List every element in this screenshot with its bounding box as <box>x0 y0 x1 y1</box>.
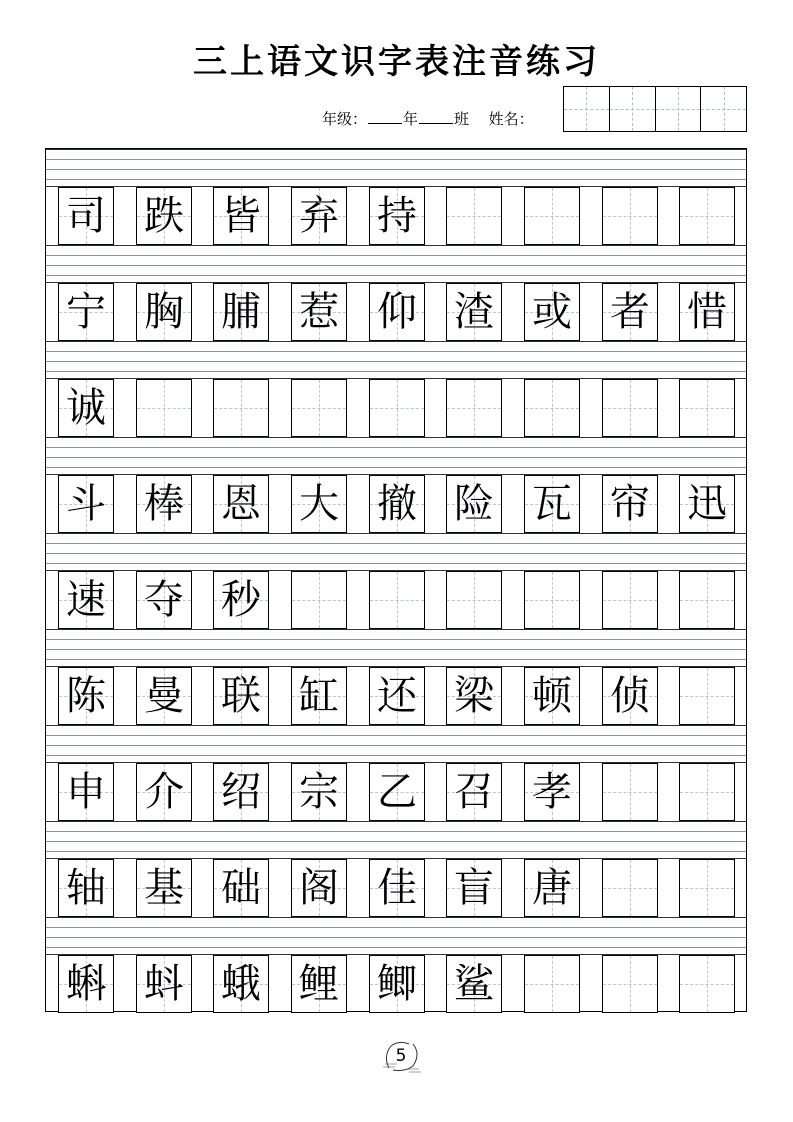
character-cell[interactable] <box>213 955 269 1013</box>
character <box>680 860 734 916</box>
character <box>214 380 268 436</box>
pinyin-line <box>46 467 746 468</box>
character: 棒 <box>144 481 184 527</box>
character-cell[interactable] <box>602 955 658 1013</box>
practice-row <box>46 437 746 533</box>
character: 宁 <box>66 289 106 335</box>
character: 秒 <box>221 577 261 623</box>
character-cell[interactable] <box>136 859 192 917</box>
character-cell[interactable] <box>446 763 502 821</box>
character-cell[interactable] <box>291 379 347 437</box>
character-cell[interactable] <box>369 187 425 245</box>
name-cell[interactable] <box>701 87 746 131</box>
character-cell[interactable] <box>291 283 347 341</box>
character: 惹 <box>299 289 339 335</box>
character-cell[interactable] <box>58 379 114 437</box>
pinyin-line <box>46 937 746 938</box>
character: 顿 <box>532 673 572 719</box>
character: 弃 <box>299 193 339 239</box>
pinyin-lines[interactable] <box>46 533 746 571</box>
character-cell[interactable] <box>602 283 658 341</box>
pinyin-lines[interactable] <box>46 629 746 667</box>
character-cells <box>46 187 746 245</box>
character-cell[interactable] <box>369 475 425 533</box>
character-cell[interactable] <box>524 955 580 1013</box>
character <box>603 572 657 628</box>
character: 轴 <box>66 865 106 911</box>
character-cell[interactable] <box>291 859 347 917</box>
character: 唐 <box>532 865 572 911</box>
character-cell[interactable] <box>58 283 114 341</box>
character-cell[interactable] <box>679 763 735 821</box>
pinyin-lines[interactable] <box>46 341 746 379</box>
character-cells <box>46 955 746 1013</box>
character: 鲨 <box>454 961 494 1007</box>
character: 鲤 <box>299 961 339 1007</box>
character-cell[interactable] <box>602 571 658 629</box>
character-cell[interactable] <box>369 571 425 629</box>
character-cell[interactable] <box>58 763 114 821</box>
pinyin-line <box>46 351 746 352</box>
pinyin-lines[interactable] <box>46 437 746 475</box>
character-cells <box>46 763 746 821</box>
pinyin-line <box>46 265 746 266</box>
character: 仰 <box>377 289 417 335</box>
character-cell[interactable] <box>213 475 269 533</box>
character: 夺 <box>144 577 184 623</box>
character: 蛾 <box>221 961 261 1007</box>
pinyin-line <box>46 649 746 650</box>
character-cell[interactable] <box>136 667 192 725</box>
practice-row <box>46 245 746 341</box>
character: 介 <box>144 769 184 815</box>
character <box>603 188 657 244</box>
character-cells <box>46 283 746 341</box>
pinyin-lines[interactable] <box>46 917 746 955</box>
character: 蝌 <box>66 961 106 1007</box>
practice-row <box>46 629 746 725</box>
practice-row <box>46 917 746 1013</box>
name-cell[interactable] <box>656 87 702 131</box>
pinyin-line <box>46 755 746 756</box>
character: 基 <box>144 865 184 911</box>
character-cell[interactable] <box>58 187 114 245</box>
character <box>525 188 579 244</box>
character-cell[interactable] <box>369 379 425 437</box>
name-writing-box[interactable] <box>563 86 747 132</box>
character-cells <box>46 859 746 917</box>
character-cell[interactable] <box>602 379 658 437</box>
character: 撤 <box>377 481 417 527</box>
character-cell[interactable] <box>679 379 735 437</box>
pinyin-line <box>46 341 746 342</box>
character-cell[interactable] <box>58 667 114 725</box>
student-info <box>322 108 534 129</box>
pinyin-line <box>46 639 746 640</box>
character-cell[interactable] <box>679 283 735 341</box>
character: 陈 <box>66 673 106 719</box>
character-cell[interactable] <box>524 859 580 917</box>
character <box>680 380 734 436</box>
character-cell[interactable] <box>136 475 192 533</box>
character-cell[interactable] <box>213 379 269 437</box>
pinyin-line <box>46 947 746 948</box>
pinyin-line <box>46 659 746 660</box>
character-cell[interactable] <box>136 955 192 1013</box>
character: 帘 <box>610 481 650 527</box>
practice-row <box>46 725 746 821</box>
character: 司 <box>66 193 106 239</box>
character-cell[interactable] <box>446 379 502 437</box>
pinyin-line <box>46 553 746 554</box>
character-cell[interactable] <box>602 763 658 821</box>
character: 惜 <box>687 289 727 335</box>
character <box>680 668 734 724</box>
character-cell[interactable] <box>213 667 269 725</box>
character <box>447 188 501 244</box>
character: 联 <box>221 673 261 719</box>
character <box>525 956 579 1012</box>
character: 持 <box>377 193 417 239</box>
character-cell[interactable] <box>524 667 580 725</box>
character-cell[interactable] <box>291 475 347 533</box>
practice-row <box>46 341 746 437</box>
character <box>603 956 657 1012</box>
character-cell[interactable] <box>524 571 580 629</box>
character-cell[interactable] <box>679 187 735 245</box>
character-cell[interactable] <box>369 955 425 1013</box>
pinyin-lines[interactable] <box>46 245 746 283</box>
character: 或 <box>532 289 572 335</box>
character <box>603 764 657 820</box>
character-cells <box>46 667 746 725</box>
character <box>680 188 734 244</box>
pinyin-lines[interactable] <box>46 725 746 763</box>
character: 绍 <box>221 769 261 815</box>
character: 诚 <box>66 385 106 431</box>
pinyin-line <box>46 275 746 276</box>
character: 渣 <box>454 289 494 335</box>
character-cell[interactable] <box>524 187 580 245</box>
pinyin-lines[interactable] <box>46 149 746 187</box>
class-label: 班 <box>454 110 470 128</box>
character-cell[interactable] <box>291 571 347 629</box>
pinyin-line <box>46 447 746 448</box>
pinyin-line <box>46 179 746 180</box>
character: 佳 <box>377 865 417 911</box>
grade-blank[interactable] <box>368 111 402 124</box>
class-blank[interactable] <box>419 111 453 124</box>
pinyin-line <box>46 725 746 726</box>
character-cell[interactable] <box>679 475 735 533</box>
character-cell[interactable] <box>213 283 269 341</box>
name-label: 姓名： <box>488 110 534 128</box>
character-cell[interactable] <box>524 763 580 821</box>
character: 胸 <box>144 289 184 335</box>
year-label: 年 <box>403 110 419 128</box>
character <box>603 860 657 916</box>
character: 盲 <box>454 865 494 911</box>
character-cell[interactable] <box>446 283 502 341</box>
character: 鲫 <box>377 961 417 1007</box>
character-cell[interactable] <box>58 955 114 1013</box>
character <box>370 572 424 628</box>
practice-row <box>46 149 746 245</box>
character-cell[interactable] <box>136 763 192 821</box>
character-cell[interactable] <box>446 667 502 725</box>
pinyin-lines[interactable] <box>46 821 746 859</box>
character-cell[interactable] <box>213 571 269 629</box>
character-cell[interactable] <box>446 859 502 917</box>
character: 孝 <box>532 769 572 815</box>
pinyin-line <box>46 533 746 534</box>
character-cell[interactable] <box>136 379 192 437</box>
character: 召 <box>454 769 494 815</box>
character-cell[interactable] <box>58 475 114 533</box>
pinyin-line <box>46 831 746 832</box>
pinyin-line <box>46 159 746 160</box>
page-title: 三上语文识字表注音练习 <box>193 42 600 82</box>
character-cell[interactable] <box>291 763 347 821</box>
character: 缸 <box>299 673 339 719</box>
character: 梁 <box>454 673 494 719</box>
character-cell[interactable] <box>446 955 502 1013</box>
character: 斗 <box>66 481 106 527</box>
character: 皆 <box>221 193 261 239</box>
character <box>680 572 734 628</box>
practice-row <box>46 533 746 629</box>
character: 者 <box>610 289 650 335</box>
pinyin-line <box>46 735 746 736</box>
character <box>292 380 346 436</box>
name-cell[interactable] <box>564 87 610 131</box>
pinyin-line <box>46 917 746 918</box>
character-cells <box>46 379 746 437</box>
pinyin-line <box>46 841 746 842</box>
character <box>292 572 346 628</box>
name-cell[interactable] <box>610 87 656 131</box>
character: 申 <box>66 769 106 815</box>
character-cells <box>46 571 746 629</box>
pinyin-line <box>46 245 746 246</box>
character <box>447 380 501 436</box>
character: 险 <box>454 481 494 527</box>
character <box>525 380 579 436</box>
pinyin-line <box>46 457 746 458</box>
character: 跌 <box>144 193 184 239</box>
character-cell[interactable] <box>369 283 425 341</box>
character-cell[interactable] <box>602 667 658 725</box>
character-cell[interactable] <box>369 859 425 917</box>
character-cell[interactable] <box>446 475 502 533</box>
character-cell[interactable] <box>58 859 114 917</box>
character: 还 <box>377 673 417 719</box>
character-cell[interactable] <box>369 763 425 821</box>
character-cell[interactable] <box>679 571 735 629</box>
character-cell[interactable] <box>602 475 658 533</box>
character-cell[interactable] <box>524 283 580 341</box>
pinyin-line <box>46 563 746 564</box>
character: 侦 <box>610 673 650 719</box>
character-cell[interactable] <box>679 667 735 725</box>
character-cell[interactable] <box>446 187 502 245</box>
character: 阁 <box>299 865 339 911</box>
character <box>137 380 191 436</box>
character-cell[interactable] <box>369 667 425 725</box>
character-cell[interactable] <box>213 763 269 821</box>
character: 恩 <box>221 481 261 527</box>
character-cell[interactable] <box>602 187 658 245</box>
character <box>680 764 734 820</box>
character-cell[interactable] <box>446 571 502 629</box>
pinyin-line <box>46 629 746 630</box>
character-cell[interactable] <box>524 379 580 437</box>
character: 曼 <box>144 673 184 719</box>
character <box>680 956 734 1012</box>
character-cell[interactable] <box>524 475 580 533</box>
character: 脯 <box>221 289 261 335</box>
pinyin-line <box>46 149 746 150</box>
character-cell[interactable] <box>602 859 658 917</box>
character-cell[interactable] <box>679 859 735 917</box>
pinyin-line <box>46 851 746 852</box>
character-cell[interactable] <box>213 187 269 245</box>
page-number-badge <box>381 1038 421 1074</box>
pinyin-line <box>46 821 746 822</box>
character-cell[interactable] <box>136 187 192 245</box>
character-cell[interactable] <box>136 571 192 629</box>
character <box>370 380 424 436</box>
character: 大 <box>299 481 339 527</box>
pinyin-line <box>46 371 746 372</box>
character-cell[interactable] <box>291 187 347 245</box>
character-cell[interactable] <box>136 283 192 341</box>
character: 迅 <box>687 481 727 527</box>
character: 础 <box>221 865 261 911</box>
pinyin-line <box>46 169 746 170</box>
pinyin-line <box>46 745 746 746</box>
character-cell[interactable] <box>58 571 114 629</box>
character: 乙 <box>377 769 417 815</box>
character: 蚪 <box>144 961 184 1007</box>
character <box>603 380 657 436</box>
pinyin-line <box>46 361 746 362</box>
character-cells <box>46 475 746 533</box>
pinyin-line <box>46 437 746 438</box>
practice-row <box>46 821 746 917</box>
character: 速 <box>66 577 106 623</box>
character-cell[interactable] <box>291 667 347 725</box>
character: 宗 <box>299 769 339 815</box>
pinyin-line <box>46 927 746 928</box>
character <box>447 572 501 628</box>
page-number: 5 <box>395 1046 407 1066</box>
character-cell[interactable] <box>291 955 347 1013</box>
character: 瓦 <box>532 481 572 527</box>
character-cell[interactable] <box>679 955 735 1013</box>
character <box>525 572 579 628</box>
pinyin-line <box>46 255 746 256</box>
pinyin-line <box>46 543 746 544</box>
grade-label: 年级： <box>322 110 368 128</box>
practice-grid <box>45 148 747 1012</box>
character-cell[interactable] <box>213 859 269 917</box>
